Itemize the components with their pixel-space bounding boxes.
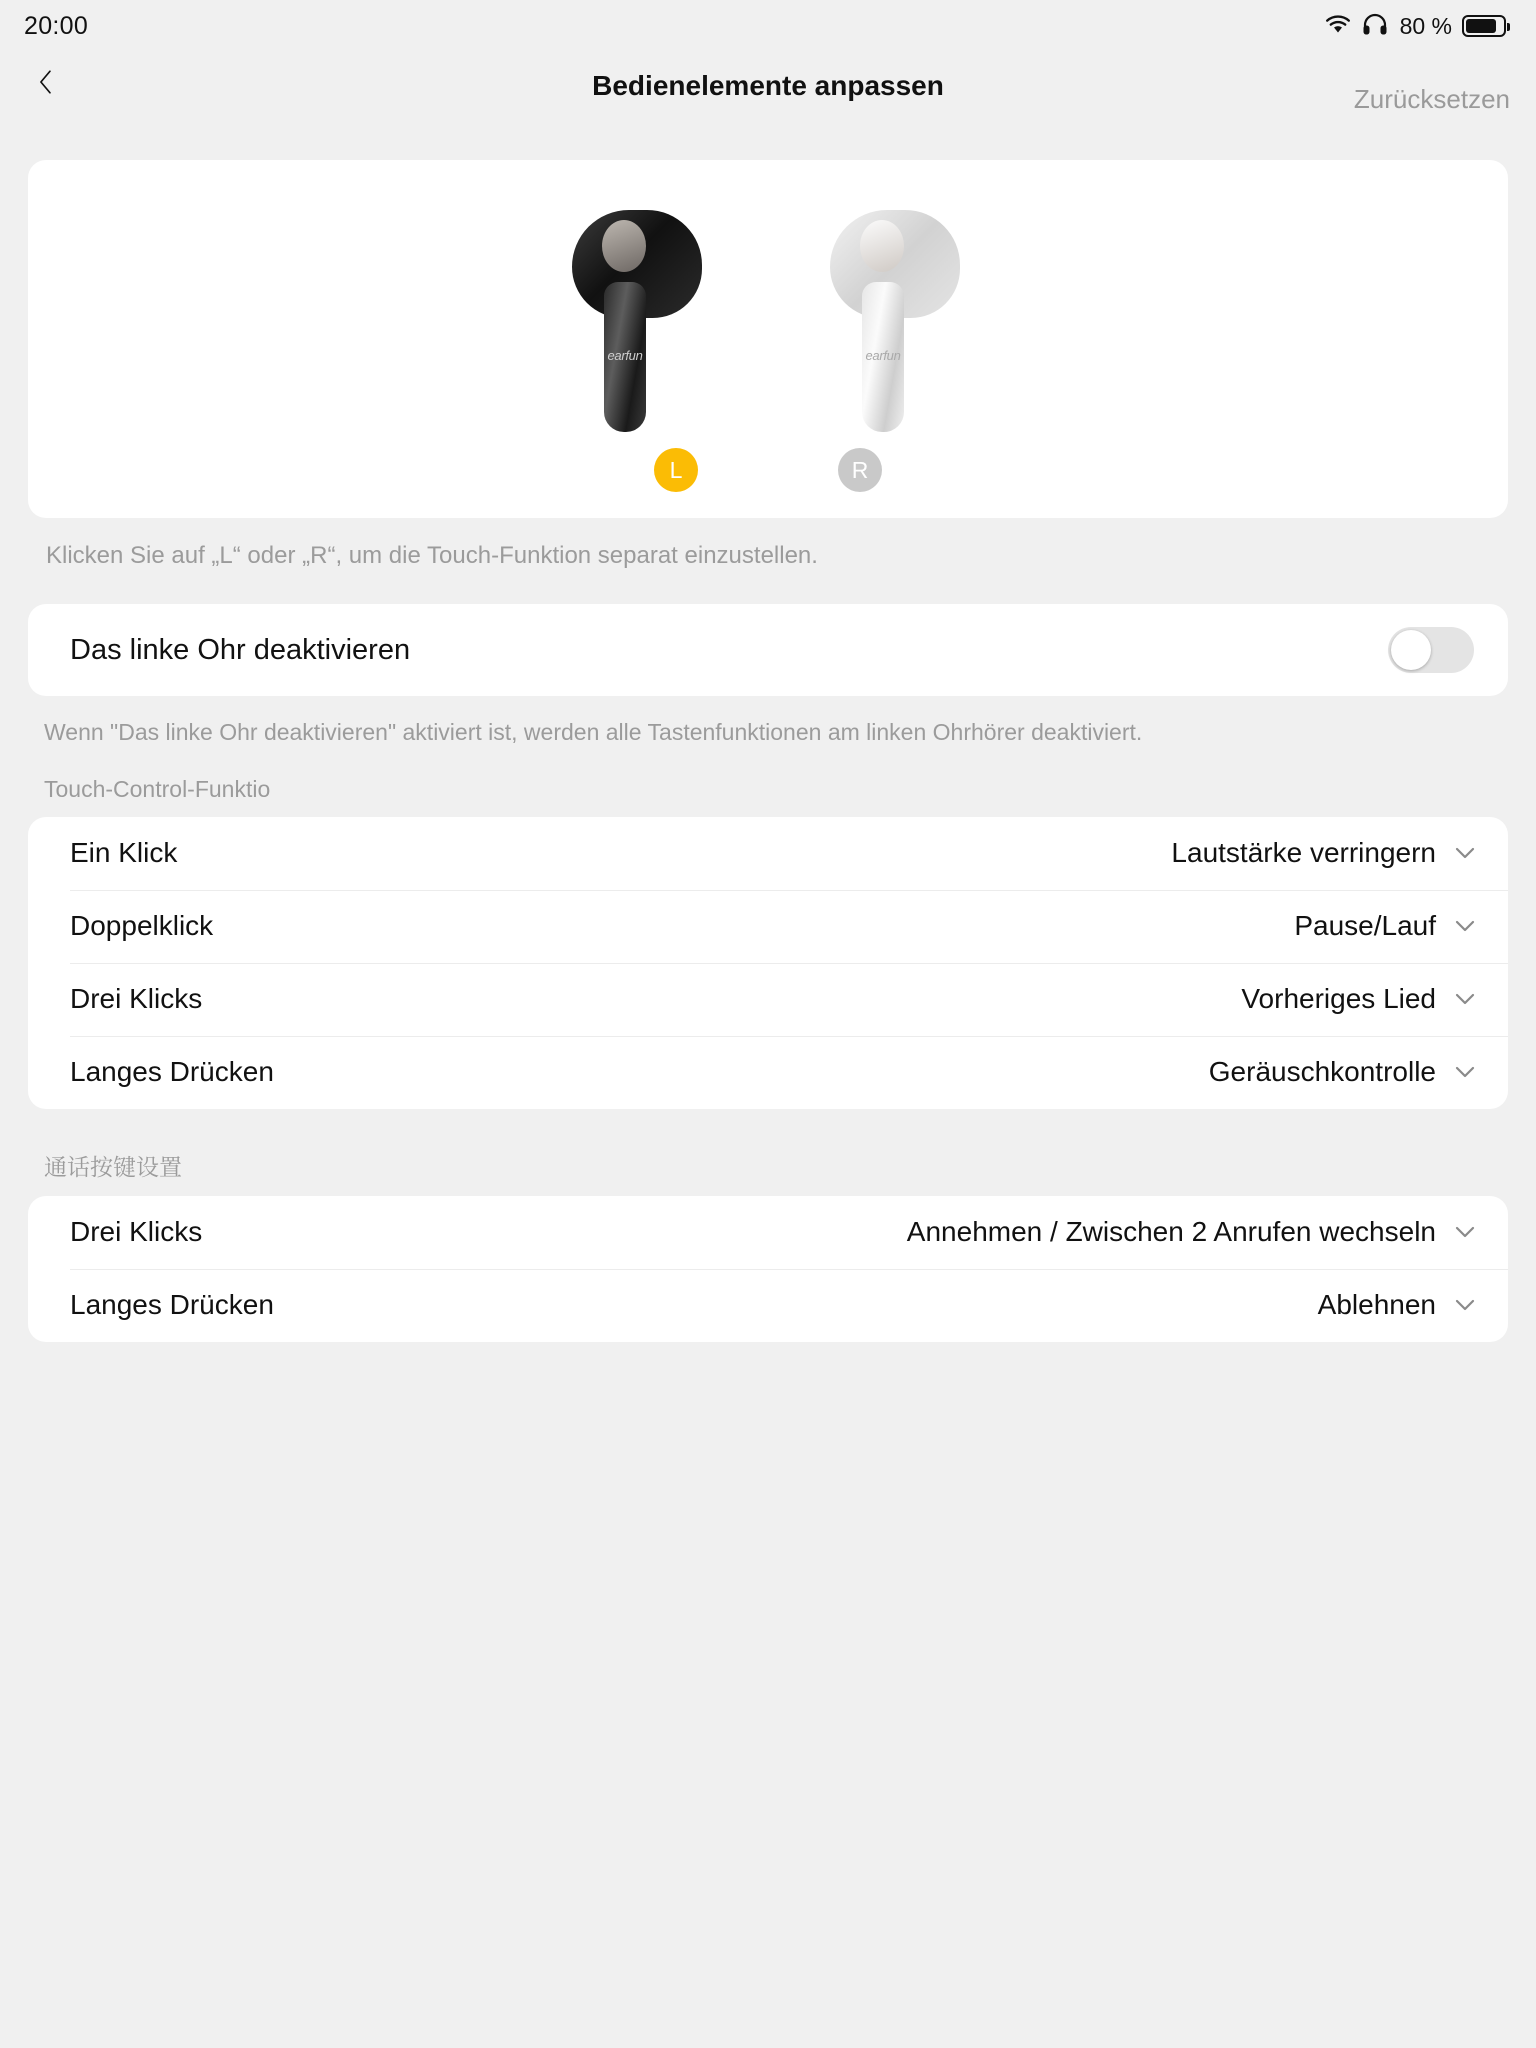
reset-button[interactable]: Zurücksetzen	[1353, 84, 1510, 114]
row-label: Drei Klicks	[70, 983, 203, 1015]
nav-bar	[0, 44, 1536, 128]
call-section-title: 通话按键设置	[44, 1153, 182, 1180]
disable-left-ear-label: Das linke Ohr deaktivieren	[70, 633, 411, 666]
disable-left-ear-row[interactable]	[28, 604, 1508, 696]
row-label: Langes Drücken	[70, 1056, 274, 1088]
status-indicators	[1324, 12, 1506, 41]
left-earbud-image[interactable]	[544, 196, 734, 446]
chevron-left-icon	[33, 69, 59, 95]
touch-control-list	[28, 817, 1508, 1109]
call-control-list	[28, 1196, 1508, 1342]
row-value: Geräuschkontrolle	[1208, 1056, 1436, 1088]
table-row[interactable]	[28, 963, 1508, 1036]
brand-label-left: earfun	[607, 348, 643, 363]
table-row[interactable]	[28, 1196, 1508, 1269]
status-bar	[0, 0, 1536, 44]
row-label: Doppelklick	[70, 910, 214, 942]
earbuds-illustration	[28, 196, 1508, 446]
earbuds-card	[28, 160, 1508, 518]
table-row[interactable]	[28, 817, 1508, 890]
brand-label-right: earfun	[865, 348, 901, 363]
row-value: Lautstärke verringern	[1171, 837, 1436, 869]
side-selector	[28, 448, 1508, 492]
row-value: Pause/Lauf	[1294, 910, 1436, 942]
row-value: Ablehnen	[1317, 1289, 1436, 1321]
earbuds-hint: Klicken Sie auf „L“ oder „R“, um die Touch-Funktion separat einzustellen.	[46, 542, 818, 569]
battery-percent-label: 80 %	[1399, 12, 1452, 39]
chevron-down-icon	[1452, 1292, 1478, 1318]
row-label: Drei Klicks	[70, 1216, 203, 1248]
right-earbud-image[interactable]	[802, 196, 992, 446]
status-time: 20:00	[24, 11, 89, 40]
row-label: Ein Klick	[70, 837, 178, 869]
row-value: Vorheriges Lied	[1241, 983, 1436, 1015]
chevron-down-icon	[1452, 840, 1478, 866]
table-row[interactable]	[28, 1036, 1508, 1109]
table-row[interactable]	[28, 1269, 1508, 1342]
back-button[interactable]	[22, 58, 70, 106]
row-value: Annehmen / Zwischen 2 Anrufen wechseln	[906, 1216, 1436, 1248]
chevron-down-icon	[1452, 913, 1478, 939]
chevron-down-icon	[1452, 986, 1478, 1012]
battery-icon	[1462, 15, 1506, 37]
table-row[interactable]	[28, 890, 1508, 963]
left-side-button[interactable]: L	[654, 448, 698, 492]
touch-section-title: Touch-Control-Funktio	[44, 775, 271, 802]
disable-left-ear-note: Wenn "Das linke Ohr deaktivieren" aktiviert ist, werden alle Tastenfunktionen am linken Ohrhörer deaktiviert.	[44, 719, 1143, 745]
chevron-down-icon	[1452, 1059, 1478, 1085]
right-side-button[interactable]: R	[838, 448, 882, 492]
row-label: Langes Drücken	[70, 1289, 274, 1321]
page-title: Bedienelemente anpassen	[592, 69, 944, 101]
disable-left-ear-toggle[interactable]	[1388, 627, 1474, 673]
chevron-down-icon	[1452, 1219, 1478, 1245]
wifi-icon	[1324, 13, 1352, 40]
headphones-icon	[1362, 12, 1388, 41]
